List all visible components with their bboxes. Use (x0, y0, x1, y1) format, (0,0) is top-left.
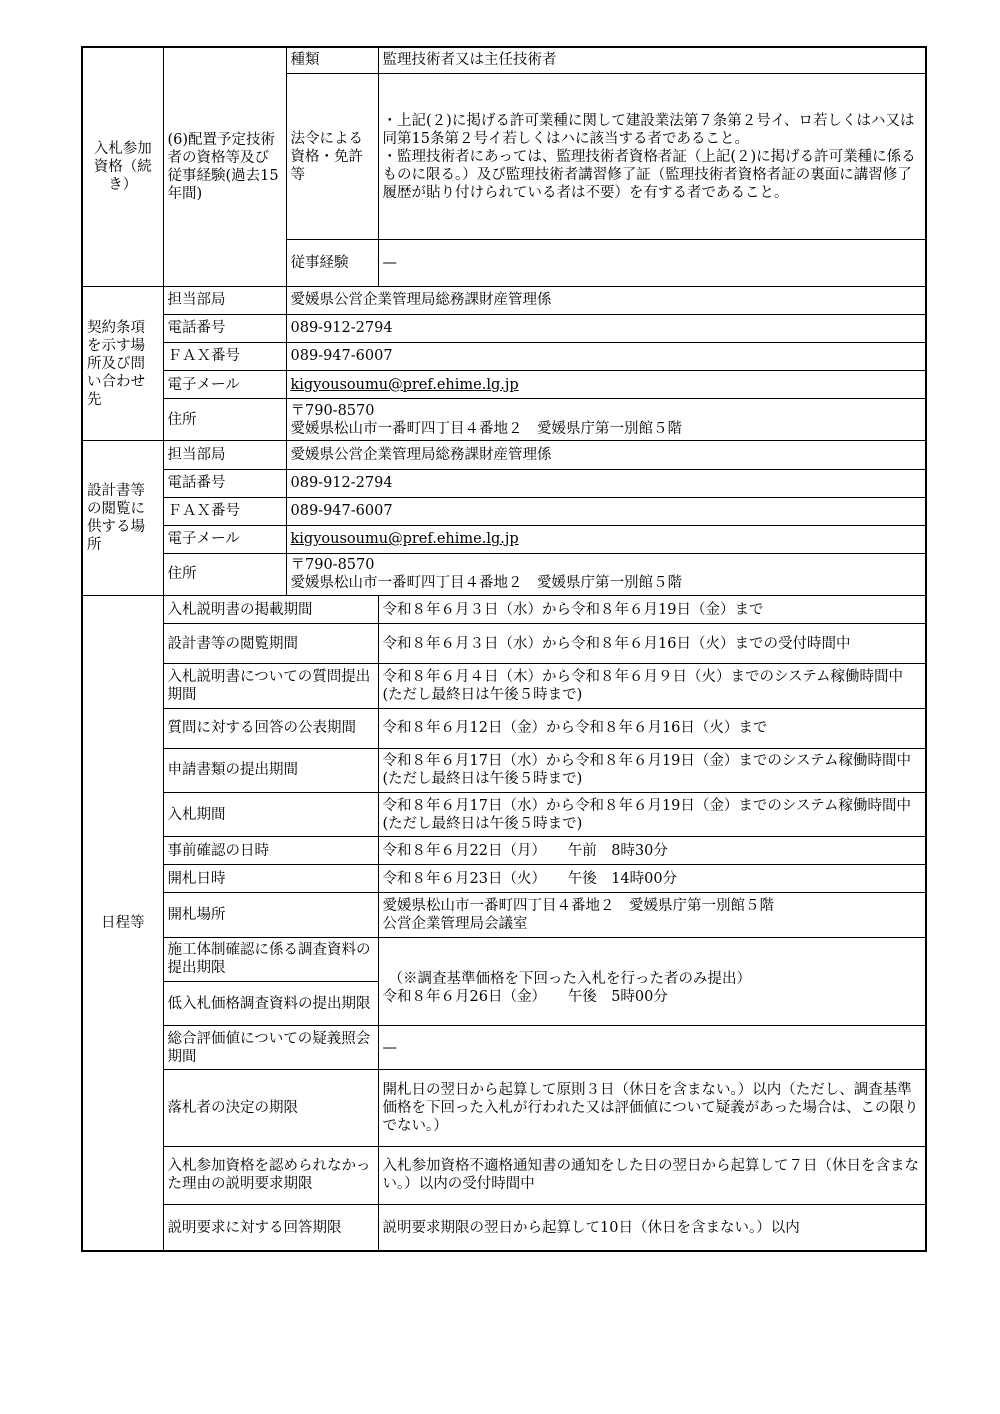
schedule-label-9: 施工体制確認に係る調査資料の提出期限 (163, 937, 378, 981)
design-dept-label: 担当部局 (163, 441, 286, 469)
venue-line-1: 愛媛県松山市一番町四丁目４番地２ 愛媛県庁第一別館５階 (382, 898, 774, 915)
survey-deadline-cell (378, 937, 926, 1025)
design-addr-label: 住所 (163, 553, 286, 595)
design-fax-label: ＦＡＸ番号 (163, 497, 286, 525)
schedule-label-8: 開札場所 (163, 893, 378, 937)
venue-line-2: 公営企業管理局会議室 (382, 916, 528, 933)
design-docs-category: 設計書等の閲覧に供する場所 (82, 441, 163, 596)
type-value: 監理技術者又は主任技術者 (378, 47, 926, 73)
schedule-value-7: 令和８年６月23日（火） 午後 14時00分 (378, 865, 926, 893)
schedule-value-1: 令和８年６月３日（水）から令和８年６月16日（火）までの受付時間中 (378, 624, 926, 664)
design-mail-label: 電子メール (163, 525, 286, 553)
schedule-label-13: 入札参加資格を認められなかった理由の説明要求期限 (163, 1146, 378, 1204)
schedule-label-12: 落札者の決定の期限 (163, 1070, 378, 1146)
schedule-label-11: 総合評価値についての疑義照会期間 (163, 1026, 378, 1070)
schedule-label-4: 申請書類の提出期間 (163, 748, 378, 792)
schedule-label-14: 説明要求に対する回答期限 (163, 1205, 378, 1251)
schedule-value-14: 説明要求期限の翌日から起算して10日（休日を含まない。）以内 (378, 1205, 926, 1251)
schedule-label-1: 設計書等の閲覧期間 (163, 624, 378, 664)
contract-dept-label: 担当部局 (163, 286, 286, 314)
license-condition-1: ・上記(２)に掲げる許可業種に関して建設業法第７条第２号イ、ロ若しくはハ又は同第15条第２号イ若しくはハに該当する者であること。 (382, 112, 915, 147)
contract-dept-value: 愛媛県公営企業管理局総務課財産管理係 (286, 286, 926, 314)
design-tel-label: 電話番号 (163, 469, 286, 497)
schedule-label-5: 入札期間 (163, 793, 378, 837)
contract-addr-label: 住所 (163, 399, 286, 441)
design-addr-value (286, 553, 926, 595)
schedule-value-5: 令和８年６月17日（水）から令和８年６月19日（金）までのシステム稼働時間中(ただし最終日は午後５時まで) (378, 793, 926, 837)
schedule-value-8 (378, 893, 926, 937)
contract-addr-value (286, 399, 926, 441)
design-mail-cell (286, 525, 926, 553)
contract-fax-value: 089-947-6007 (286, 342, 926, 370)
schedule-value-4: 令和８年６月17日（水）から令和８年６月19日（金）までのシステム稼働時間中(ただし最終日は午後５時まで) (378, 748, 926, 792)
experience-value: — (378, 240, 926, 286)
experience-label: 従事経験 (286, 240, 378, 286)
survey-deadline: 令和８年６月26日（金） 午後 5時00分 (382, 989, 668, 1006)
contract-mail-label: 電子メール (163, 371, 286, 399)
design-dept-value: 愛媛県公営企業管理局総務課財産管理係 (286, 441, 926, 469)
license-condition-2: ・監理技術者にあっては、監理技術者資格者証（上記(２)に掲げる許可業種に係るものに限る。）及び監理技術者講習修了証（監理技術者資格者証の裏面に講習修了履歴が貼り付けられている者は不要）を有する者であること。 (382, 148, 916, 201)
contract-fax-label: ＦＡＸ番号 (163, 342, 286, 370)
design-fax-value: 089-947-6007 (286, 497, 926, 525)
schedule-label-0: 入札説明書の掲載期間 (163, 596, 378, 624)
contract-addr-zip: 〒790-8570 (290, 402, 375, 419)
contract-mail-link[interactable]: kigyousoumu@pref.ehime.lg.jp (290, 376, 519, 393)
schedule-value-11: — (378, 1026, 926, 1070)
contract-mail-cell (286, 371, 926, 399)
document-sheet (81, 46, 925, 1252)
type-label: 種類 (286, 47, 378, 73)
bid-notice-table (81, 46, 927, 1252)
survey-note: （※調査基準価格を下回った入札を行った者のみ提出） (388, 971, 751, 988)
schedule-value-3: 令和８年６月12日（金）から令和８年６月16日（火）まで (378, 708, 926, 748)
contract-tel-value: 089-912-2794 (286, 314, 926, 342)
contract-addr-text: 愛媛県松山市一番町四丁目４番地２ 愛媛県庁第一別館５階 (290, 420, 682, 437)
design-tel-value: 089-912-2794 (286, 469, 926, 497)
contract-tel-label: 電話番号 (163, 314, 286, 342)
schedule-value-12: 開札日の翌日から起算して原則３日（休日を含まない。）以内（ただし、調査基準価格を下回った入札が行われた又は評価値について疑義があった場合は、この限りでない。） (378, 1070, 926, 1146)
design-addr-zip: 〒790-8570 (290, 557, 375, 574)
license-label: 法令による資格・免許等 (286, 73, 378, 240)
contract-contact-category: 契約条項を示す場所及び問い合わせ先 (82, 286, 163, 441)
schedule-value-0: 令和８年６月３日（水）から令和８年６月19日（金）まで (378, 596, 926, 624)
schedule-value-13: 入札参加資格不適格通知書の通知をした日の翌日から起算して７日（休日を含まない。）以内の受付時間中 (378, 1146, 926, 1204)
schedule-label-7: 開札日時 (163, 865, 378, 893)
schedule-value-2: 令和８年６月４日（木）から令和８年６月９日（火）までのシステム稼働時間中(ただし最終日は午後５時まで) (378, 664, 926, 708)
schedule-label-2: 入札説明書についての質問提出期間 (163, 664, 378, 708)
qualification-category: 入札参加資格（続き） (82, 47, 163, 286)
license-value (378, 73, 926, 240)
schedule-label-3: 質問に対する回答の公表期間 (163, 708, 378, 748)
design-addr-text: 愛媛県松山市一番町四丁目４番地２ 愛媛県庁第一別館５階 (290, 575, 682, 592)
schedule-category: 日程等 (82, 596, 163, 1251)
schedule-label-10: 低入札価格調査資料の提出期限 (163, 981, 378, 1025)
design-mail-link[interactable]: kigyousoumu@pref.ehime.lg.jp (290, 531, 519, 548)
schedule-value-6: 令和８年６月22日（月） 午前 8時30分 (378, 837, 926, 865)
schedule-label-6: 事前確認の日時 (163, 837, 378, 865)
qualification-item: (6)配置予定技術者の資格等及び従事経験(過去15年間) (163, 47, 286, 286)
